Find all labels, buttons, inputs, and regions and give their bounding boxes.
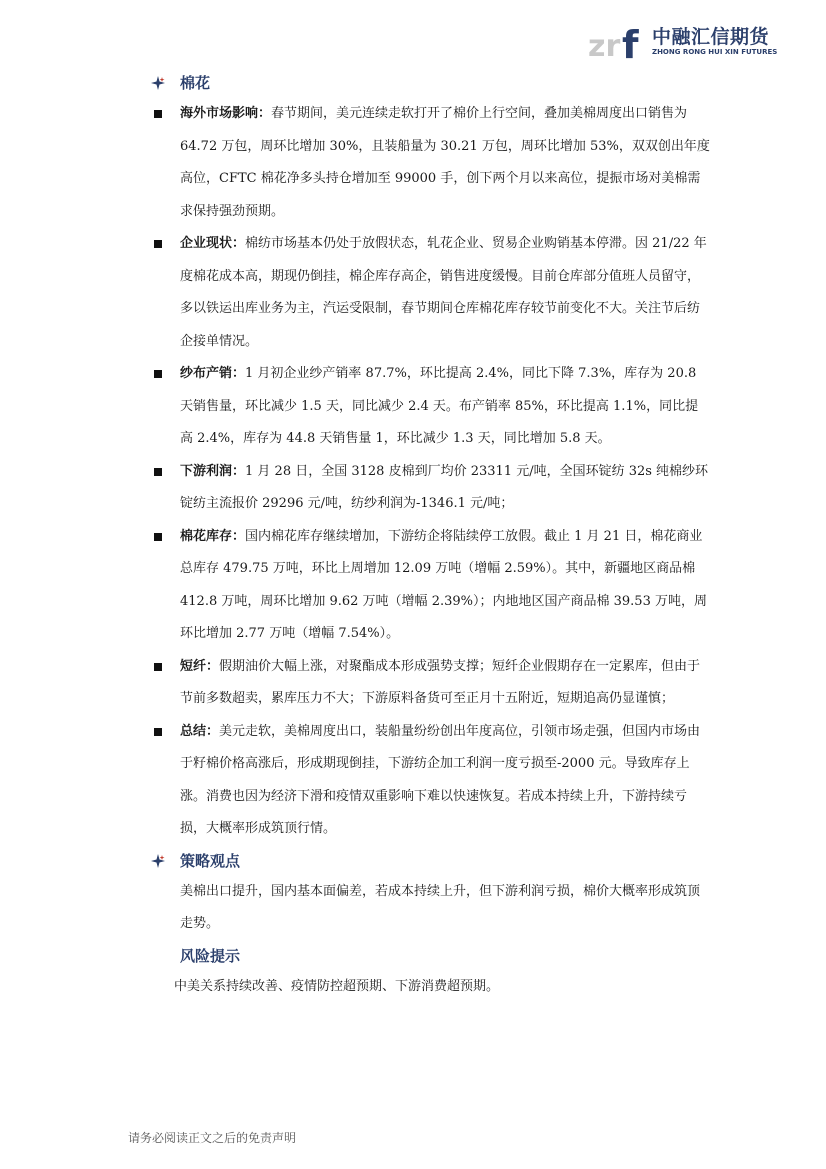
bullet-text: 1 月 28 日，全国 3128 皮棉到厂均价 23311 元/吨，全国环锭纺 32s 纯棉纱环锭纺主流报价 29296 元/吨，纺纱利润为-1346.1 元/吨； bbox=[180, 463, 709, 511]
section-title: 策略观点 bbox=[180, 851, 241, 870]
logo-chinese-name: 中融汇信期货 bbox=[652, 26, 770, 48]
bullet-label: 总结： bbox=[180, 723, 220, 739]
square-bullet-icon bbox=[154, 370, 162, 378]
square-bullet-icon bbox=[154, 533, 162, 541]
bullet-text: 1 月初企业纱产销率 87.7%，环比提高 2.4%，同比下降 7.3%，库存为 20.8 天销售量，环比减少 1.5 天，同比减少 2.4 天。布产销率 85%，环比提高 1.1%，同比提高 2.4%，库存为 44.8 天销售量 1，环比减少 1.3 天，同比增加 5.8 天。 bbox=[180, 366, 699, 446]
section-title: 棉花 bbox=[180, 74, 211, 92]
bullet-item bbox=[150, 98, 710, 228]
square-bullet-icon bbox=[154, 110, 162, 118]
section-heading-risk bbox=[150, 941, 710, 971]
svg-text:f: f bbox=[622, 23, 639, 64]
section-title: 风险提示 bbox=[180, 946, 241, 965]
bullet-item bbox=[150, 228, 710, 358]
section-heading-strategy bbox=[150, 846, 710, 876]
bullet-text: 国内棉花库存继续增加，下游纺企将陆续停工放假。截止 1 月 21 日，棉花商业总库存 479.75 万吨，环比上周增加 12.09 万吨（增幅 2.59%）。其中，新疆地区商品棉 412.8 万吨，周环比增加 9.62 万吨（增幅 2.39%）；内地地区国产商品棉 39.53 万吨，周环比增加 2.77 万吨（增幅 7.54%）。 bbox=[180, 528, 707, 641]
bullet-item bbox=[150, 358, 710, 456]
star-bullet-icon bbox=[150, 853, 166, 869]
bullet-item bbox=[150, 456, 710, 521]
square-bullet-icon bbox=[154, 468, 162, 476]
strategy-text: 美棉出口提升，国内基本面偏差，若成本持续上升，但下游利润亏损，棉价大概率形成筑顶走势。 bbox=[180, 883, 701, 931]
bullet-label: 企业现状： bbox=[180, 236, 246, 251]
bullet-item bbox=[150, 716, 710, 846]
logo-english-name: ZHONG RONG HUI XIN FUTURES bbox=[652, 48, 778, 56]
bullet-text: 春节期间，美元连续走软打开了棉价上行空间，叠加美棉周度出口销售为 64.72 万包，周环比增加 30%，且装船量为 30.21 万包，周环比增加 53%，双双创出年度高位，CFTC 棉花净多头持仓增加至 99000 手，创下两个月以来高位，提振市场对美棉需求保持强劲预期。 bbox=[180, 106, 710, 219]
bullet-text: 棉纺市场基本仍处于放假状态，轧花企业、贸易企业购销基本停滞。因 21/22 年度棉花成本高，期现仍倒挂，棉企库存高企，销售进度缓慢。目前仓库部分值班人员留守，多以铁运出库业务为主，汽运受限制，春节期间仓库棉花库存较节前变化不大。关注节后纺企接单情况。 bbox=[180, 236, 707, 349]
bullet-label: 纱布产销： bbox=[180, 366, 246, 381]
risk-text: 中美关系持续改善、疫情防控超预期、下游消费超预期。 bbox=[174, 978, 500, 994]
bullet-text: 美元走软，美棉周度出口，装船量纷纷创出年度高位，引领市场走强，但国内市场由于籽棉价格高涨后，形成期现倒挂，下游纺企加工利润一度亏损至-2000 元。导致库存上涨。消费也因为经济下滑和疫情双重影响下难以快速恢复。若成本持续上升，下游持续亏损，大概率形成筑顶行情。 bbox=[180, 723, 701, 836]
square-bullet-icon bbox=[154, 240, 162, 248]
svg-text:zr: zr bbox=[588, 29, 621, 64]
bullet-item bbox=[150, 651, 710, 716]
bullet-label: 海外市场影响： bbox=[180, 106, 272, 121]
bullet-label: 下游利润： bbox=[180, 463, 246, 479]
bullet-item bbox=[150, 521, 710, 651]
footer-disclaimer: 请务必阅读正文之后的免责声明 bbox=[128, 1131, 297, 1145]
square-bullet-icon bbox=[154, 663, 162, 671]
bullet-text: 假期油价大幅上涨，对聚酯成本形成强势支撑；短纤企业假期存在一定累库，但由于节前多数超卖，累库压力不大；下游原料备货可至正月十五附近，短期追高仍显谨慎； bbox=[180, 658, 701, 706]
company-logo bbox=[588, 20, 788, 64]
zrf-logo-icon bbox=[588, 20, 648, 64]
section-heading-cotton bbox=[150, 68, 710, 98]
main-content bbox=[150, 68, 710, 1003]
bullet-label: 短纤： bbox=[180, 658, 220, 674]
square-bullet-icon bbox=[154, 728, 162, 736]
star-bullet-icon bbox=[150, 75, 166, 91]
bullet-label: 棉花库存： bbox=[180, 528, 246, 544]
